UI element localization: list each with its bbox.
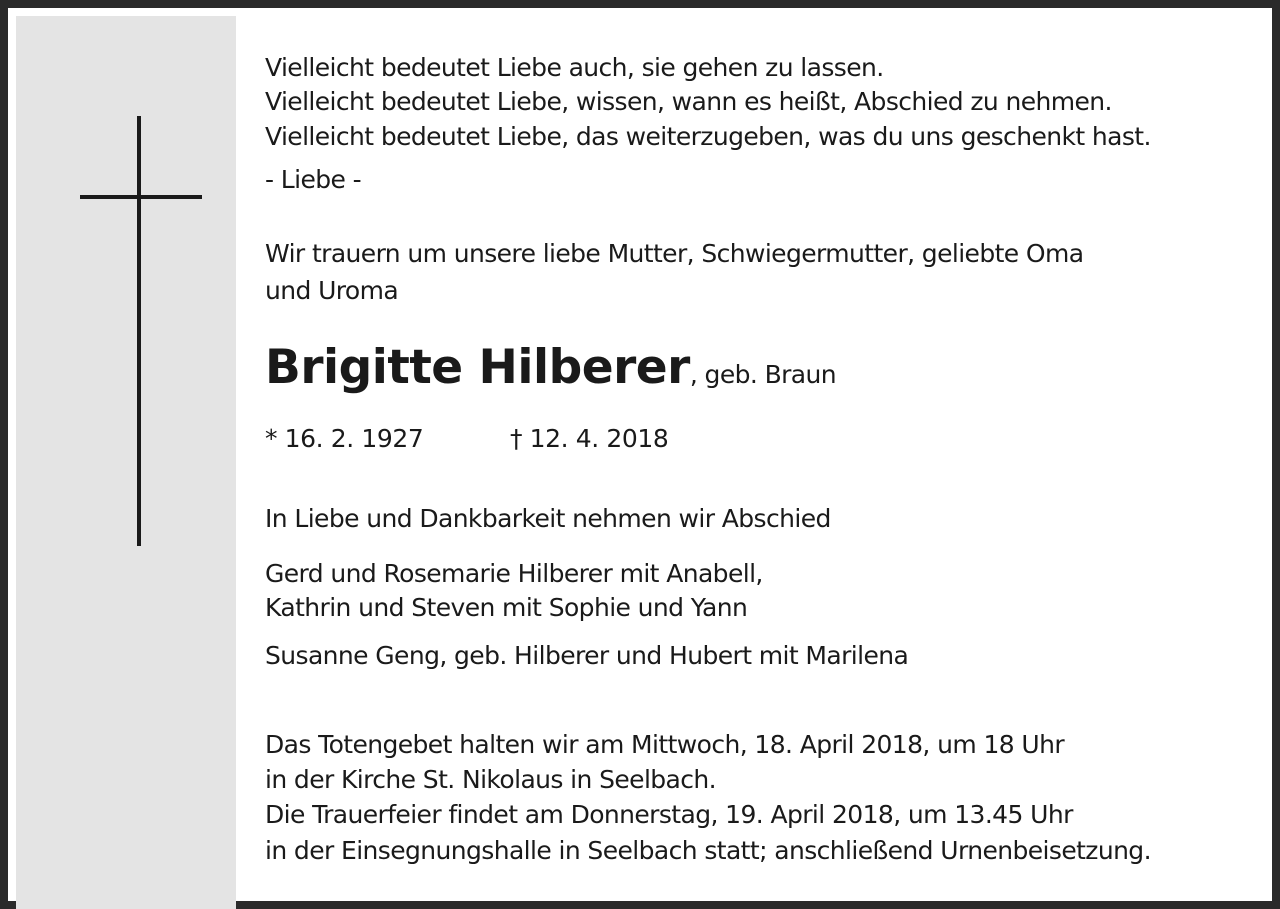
poem-line-2: Vielleicht bedeutet Liebe, wissen, wann es heißt, Abschied zu nehmen.	[265, 87, 1112, 116]
death-date: † 12. 4. 2018	[510, 424, 669, 453]
maiden-name: , geb. Braun	[689, 360, 837, 389]
farewell-line: In Liebe und Dankbarkeit nehmen wir Abschied	[265, 504, 831, 533]
cross-icon-crossbar	[80, 195, 202, 199]
poem-attribution: - Liebe -	[265, 165, 362, 194]
mourning-line-1: Wir trauern um unsere liebe Mutter, Schwiegermutter, geliebte Oma	[265, 239, 1084, 268]
deceased-name-line	[265, 338, 836, 408]
side-panel	[16, 16, 236, 909]
mourning-line-2: und Uroma	[265, 276, 399, 305]
poem-line-1: Vielleicht bedeutet Liebe auch, sie gehen zu lassen.	[265, 53, 884, 82]
family-line-3: Susanne Geng, geb. Hilberer und Hubert mit Marilena	[265, 641, 909, 670]
service-line-1: Das Totengebet halten wir am Mittwoch, 18. April 2018, um 18 Uhr	[265, 730, 1065, 759]
service-line-3: Die Trauerfeier findet am Donnerstag, 19. April 2018, um 13.45 Uhr	[265, 800, 1073, 829]
service-line-2: in der Kirche St. Nikolaus in Seelbach.	[265, 765, 717, 794]
poem-line-3: Vielleicht bedeutet Liebe, das weiterzugeben, was du uns geschenkt hast.	[265, 122, 1151, 151]
birth-date: * 16. 2. 1927	[265, 424, 424, 453]
deceased-name: Brigitte Hilberer	[265, 340, 690, 395]
service-line-4: in der Einsegnungshalle in Seelbach statt; anschließend Urnenbeisetzung.	[265, 836, 1151, 865]
cross-icon	[137, 116, 141, 546]
family-line-2: Kathrin und Steven mit Sophie und Yann	[265, 593, 748, 622]
family-line-1: Gerd und Rosemarie Hilberer mit Anabell,	[265, 559, 763, 588]
life-dates	[265, 424, 669, 454]
